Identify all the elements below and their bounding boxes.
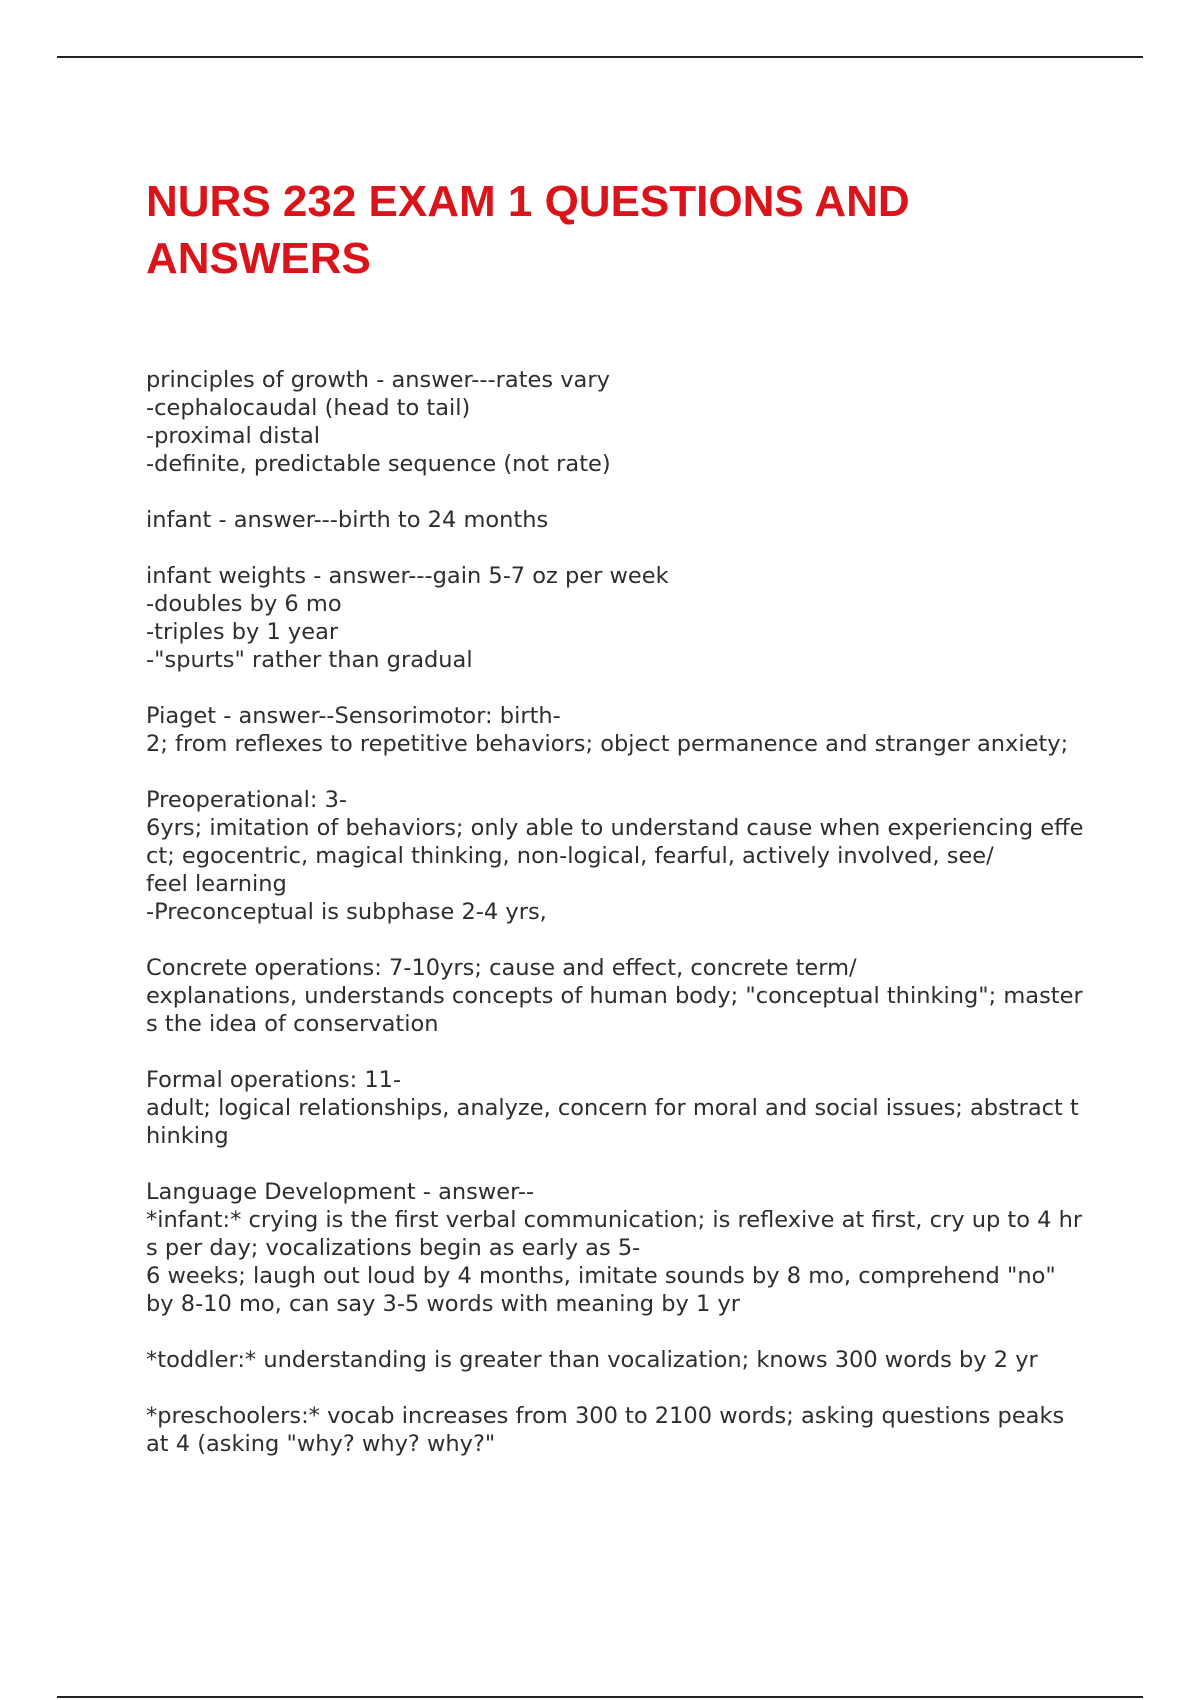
- text-line: s the idea of conservation: [146, 1011, 439, 1037]
- text-line: -"spurts" rather than gradual: [146, 647, 473, 673]
- text-line: Formal operations: 11-: [146, 1067, 402, 1093]
- text-line: Preoperational: 3-: [146, 787, 348, 813]
- page-top-rule: [57, 56, 1143, 58]
- text-line: -triples by 1 year: [146, 619, 339, 645]
- text-line: infant weights - answer---gain 5-7 oz per week: [146, 563, 669, 589]
- qa-entry-formal-operations: [146, 1066, 1086, 1150]
- qa-entry-preoperational: [146, 786, 1086, 926]
- document-title: [146, 173, 1106, 287]
- text-line: *preschoolers:* vocab increases from 300 to 2100 words; asking questions peaks: [146, 1403, 1065, 1429]
- qa-entry-piaget-sensorimotor: [146, 702, 1086, 758]
- document-title-line: ANSWERS: [146, 234, 371, 283]
- qa-entry-principles-of-growth: [146, 366, 1086, 478]
- text-line: Language Development - answer--: [146, 1179, 535, 1205]
- text-line: hinking: [146, 1123, 229, 1149]
- qa-entry-toddler-language: [146, 1346, 1086, 1374]
- text-line: -doubles by 6 mo: [146, 591, 342, 617]
- text-line: feel learning: [146, 871, 287, 897]
- text-line: -definite, predictable sequence (not rate): [146, 451, 611, 477]
- text-line: *toddler:* understanding is greater than vocalization; knows 300 words by 2 yr: [146, 1347, 1038, 1373]
- text-line: by 8-10 mo, can say 3-5 words with meaning by 1 yr: [146, 1291, 741, 1317]
- qa-entry-concrete-operations: [146, 954, 1086, 1038]
- text-line: Concrete operations: 7-10yrs; cause and effect, concrete term/: [146, 955, 857, 981]
- text-line: 2; from reflexes to repetitive behaviors; object permanence and stranger anxiety;: [146, 731, 1069, 757]
- text-line: 6 weeks; laugh out loud by 4 months, imitate sounds by 8 mo, comprehend "no": [146, 1263, 1056, 1289]
- text-line: 6yrs; imitation of behaviors; only able to understand cause when experiencing effe: [146, 815, 1084, 841]
- text-line: -proximal distal: [146, 423, 321, 449]
- document-body: [146, 366, 1086, 1486]
- qa-entry-preschooler-language: [146, 1402, 1086, 1458]
- text-line: Piaget - answer--Sensorimotor: birth-: [146, 703, 561, 729]
- text-line: adult; logical relationships, analyze, concern for moral and social issues; abstract t: [146, 1095, 1079, 1121]
- text-line: explanations, understands concepts of human body; "conceptual thinking"; master: [146, 983, 1083, 1009]
- qa-entry-infant-weights: [146, 562, 1086, 674]
- page-bottom-rule: [57, 1696, 1143, 1698]
- text-line: -cephalocaudal (head to tail): [146, 395, 471, 421]
- text-line: infant - answer---birth to 24 months: [146, 507, 549, 533]
- text-line: *infant:* crying is the first verbal communication; is reflexive at first, cry up to 4 hr: [146, 1207, 1083, 1233]
- qa-entry-infant: [146, 506, 1086, 534]
- text-line: s per day; vocalizations begin as early as 5-: [146, 1235, 641, 1261]
- text-line: ct; egocentric, magical thinking, non-logical, fearful, actively involved, see/: [146, 843, 994, 869]
- text-line: -Preconceptual is subphase 2-4 yrs,: [146, 899, 547, 925]
- text-line: principles of growth - answer---rates vary: [146, 367, 610, 393]
- qa-entry-language-development: [146, 1178, 1086, 1318]
- document-title-line: NURS 232 EXAM 1 QUESTIONS AND: [146, 177, 910, 226]
- text-line: at 4 (asking "why? why? why?": [146, 1431, 496, 1457]
